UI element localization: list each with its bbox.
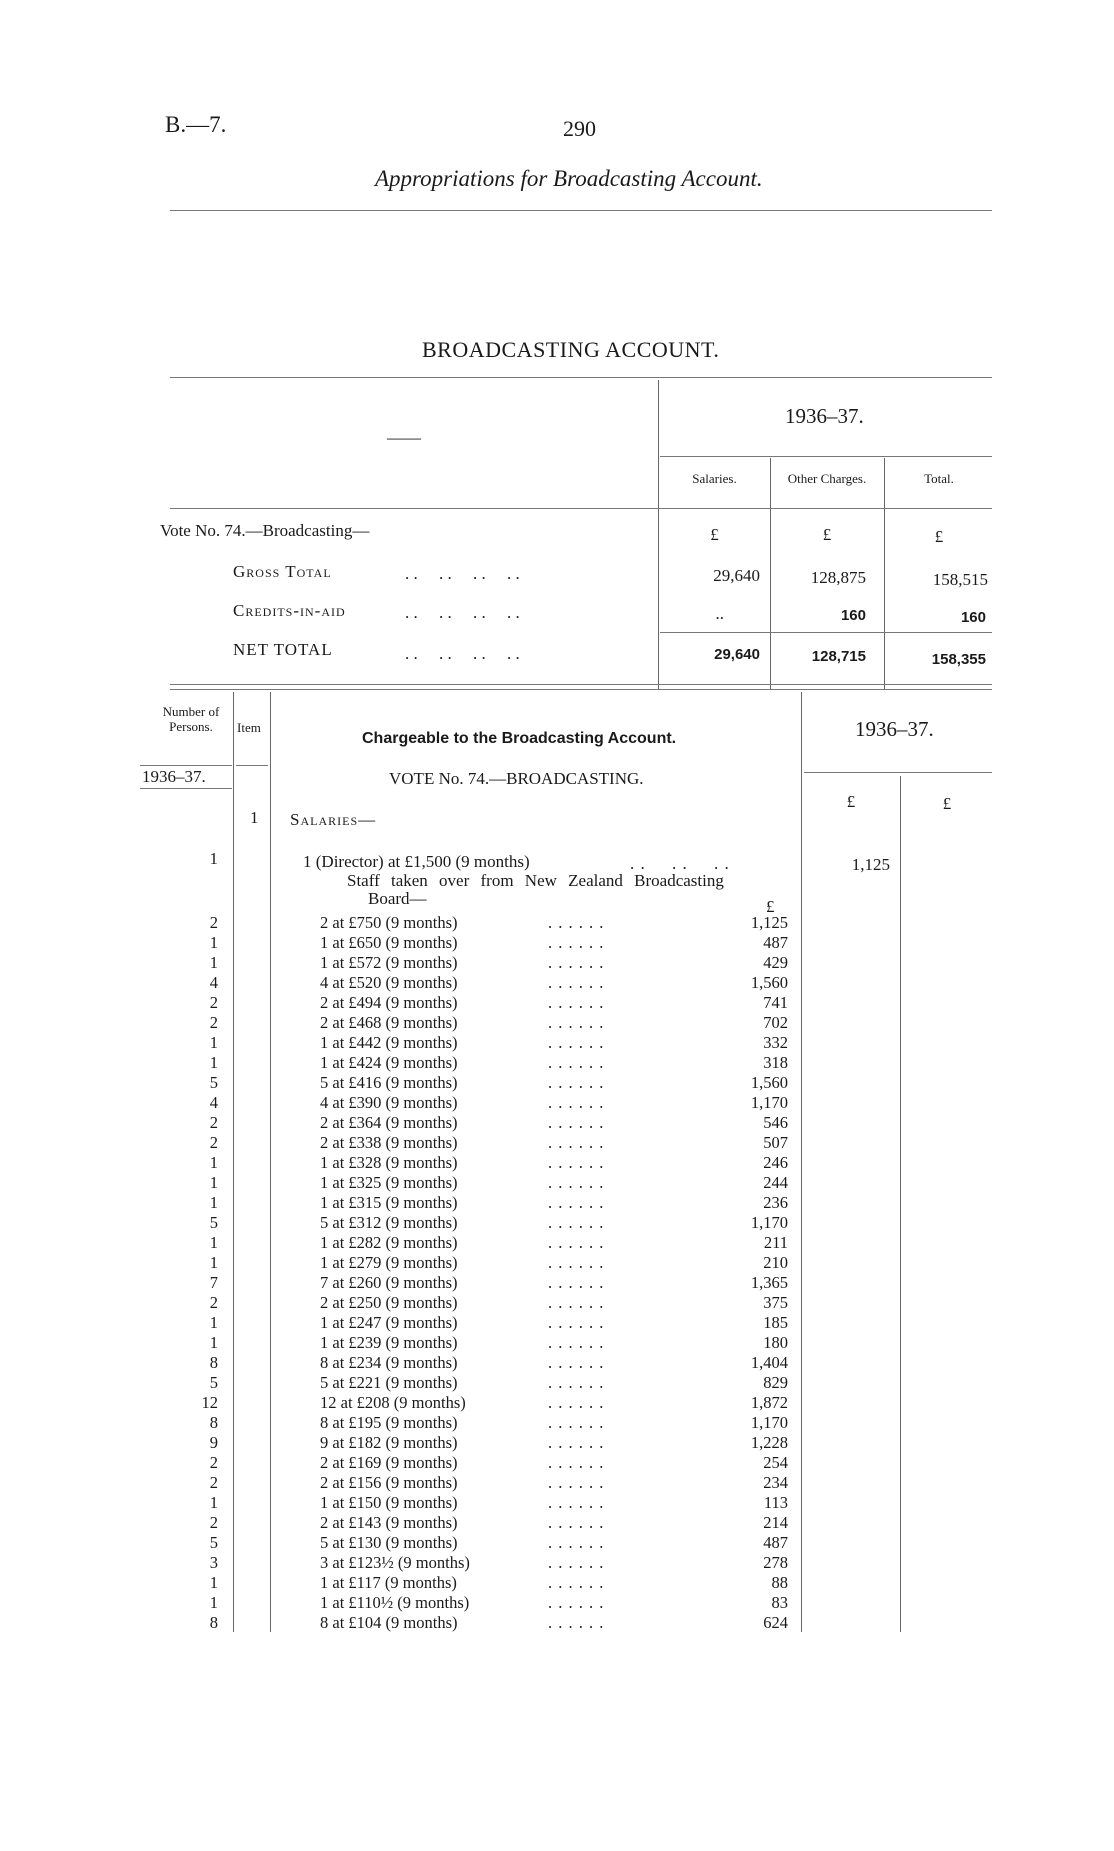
row-description: 7 at £260 (9 months)	[320, 1273, 458, 1292]
row-description: 1 at £572 (9 months)	[320, 953, 458, 972]
col-divider-2	[884, 458, 885, 690]
credits-total: 160	[960, 609, 986, 626]
row-leader: . . . . . .	[548, 1393, 605, 1412]
row-leader: . . . . . .	[548, 1093, 605, 1112]
row-leader: . . . . . .	[548, 1293, 605, 1312]
amount-currency-1: £	[846, 792, 856, 811]
row-persons: 2	[209, 1013, 218, 1032]
row-persons: 1	[209, 1233, 218, 1252]
summary-dash: ——	[387, 428, 421, 447]
row-amount: 318	[763, 1053, 788, 1072]
schedule-heading: Chargeable to the Broadcasting Account.	[362, 730, 677, 747]
row-persons: 2	[209, 1113, 218, 1132]
row-persons: 5	[209, 1533, 218, 1552]
row-amount: 1,170	[750, 1413, 788, 1432]
row-persons: 2	[209, 1513, 218, 1532]
row-persons: 1	[209, 933, 218, 952]
row-description: 5 at £312 (9 months)	[320, 1213, 458, 1232]
row-description: 1 at £650 (9 months)	[320, 933, 458, 952]
net-top-rule	[660, 632, 992, 633]
row-persons: 2	[209, 993, 218, 1012]
row-amount: 507	[763, 1133, 788, 1152]
salaries-label: Salaries—	[290, 810, 377, 829]
row-amount: 332	[763, 1033, 788, 1052]
row-description: 5 at £221 (9 months)	[320, 1373, 458, 1392]
net-salaries: 29,640	[714, 646, 760, 663]
row-leader: . . . . . .	[548, 1333, 605, 1352]
row-persons: 3	[209, 1553, 218, 1572]
row-leader: . . . . . .	[548, 1473, 605, 1492]
row-leader: . . . . . .	[548, 1213, 605, 1232]
credits-leader: . . . . . . . .	[405, 603, 520, 622]
row-leader: . . . . . .	[548, 1593, 605, 1612]
schedule-year: 1936–37.	[855, 717, 934, 741]
row-persons: 1	[209, 1053, 218, 1072]
row-leader: . . . . . .	[548, 953, 605, 972]
credits-salaries: ..	[715, 604, 724, 623]
row-amount: 244	[763, 1173, 788, 1192]
amount-header-rule	[804, 772, 992, 773]
col-total: Total.	[924, 471, 954, 486]
row-amount: 88	[771, 1573, 788, 1592]
row-amount: 246	[763, 1153, 788, 1172]
row-description: 2 at £468 (9 months)	[320, 1013, 458, 1032]
staff-currency: £	[766, 897, 775, 916]
row-amount: 185	[763, 1313, 788, 1332]
row-amount: 1,404	[750, 1353, 788, 1372]
row-amount: 624	[763, 1613, 788, 1632]
row-description: 2 at £250 (9 months)	[320, 1293, 458, 1312]
col-divider-1	[770, 458, 771, 690]
row-amount: 1,365	[750, 1273, 788, 1292]
row-description: 2 at £143 (9 months)	[320, 1513, 458, 1532]
page-number: 290	[563, 116, 596, 141]
row-leader: . . . . . .	[548, 1353, 605, 1372]
row-amount: 210	[763, 1253, 788, 1272]
gross-total: 158,515	[932, 570, 988, 589]
document-reference: B.—7.	[165, 112, 227, 137]
row-persons: 8	[209, 1413, 218, 1432]
row-persons: 5	[209, 1373, 218, 1392]
net-other: 128,715	[811, 648, 866, 665]
row-description: 12 at £208 (9 months)	[320, 1393, 466, 1412]
row-persons: 1	[209, 1493, 218, 1512]
row-persons: 12	[201, 1393, 218, 1412]
summary-header-rule	[170, 508, 992, 509]
row-persons: 2	[209, 913, 218, 932]
row-description: 2 at £156 (9 months)	[320, 1473, 458, 1492]
row-leader: . . . . . .	[548, 1533, 605, 1552]
row-leader: . . . . . .	[548, 913, 605, 932]
row-persons: 8	[209, 1353, 218, 1372]
net-total-label: NET TOTAL	[233, 640, 333, 659]
row-amount: 1,560	[750, 973, 788, 992]
year-underline	[660, 456, 992, 457]
row-description: 2 at £338 (9 months)	[320, 1133, 458, 1152]
row-description: 2 at £494 (9 months)	[320, 993, 458, 1012]
row-persons: 1	[209, 1253, 218, 1272]
running-title: Appropriations for Broadcasting Account.	[375, 166, 763, 191]
summary-divider	[658, 380, 659, 690]
row-description: 1 at £315 (9 months)	[320, 1193, 458, 1212]
row-description: 5 at £416 (9 months)	[320, 1073, 458, 1092]
row-leader: . . . . . .	[548, 1413, 605, 1432]
row-persons: 4	[209, 973, 218, 992]
net-total: 158,355	[931, 651, 986, 668]
row-persons: 5	[209, 1073, 218, 1092]
row-amount: 211	[763, 1233, 788, 1252]
row-description: 2 at £750 (9 months)	[320, 913, 458, 932]
row-amount: 546	[763, 1113, 788, 1132]
row-amount: 1,170	[750, 1213, 788, 1232]
summary-year: 1936–37.	[785, 404, 864, 428]
vote-label: Vote No. 74.—Broadcasting—	[160, 521, 370, 540]
row-leader: . . . . . .	[548, 1553, 605, 1572]
row-leader: . . . . . .	[548, 1013, 605, 1032]
row-amount: 113	[763, 1493, 788, 1512]
staff-line: Staff taken over from New Zealand Broadcasting	[347, 871, 724, 890]
row-leader: . . . . . .	[548, 1493, 605, 1512]
row-amount: 1,125	[750, 913, 788, 932]
row-leader: . . . . . .	[548, 1153, 605, 1172]
amount-currency-2: £	[942, 794, 952, 813]
row-leader: . . . . . .	[548, 1373, 605, 1392]
row-description: 1 at £117 (9 months)	[320, 1573, 457, 1592]
persons-header-rule	[140, 765, 232, 766]
row-amount: 487	[763, 933, 788, 952]
row-amount: 254	[763, 1453, 788, 1472]
item-header-rule	[236, 765, 268, 766]
row-description: 1 at £110½ (9 months)	[320, 1593, 470, 1612]
gross-total-label: Gross Total	[233, 562, 332, 581]
persons-divider	[233, 692, 234, 1632]
header-rule	[170, 210, 992, 211]
row-description: 1 at £247 (9 months)	[320, 1313, 458, 1332]
director-leader: . . . . . .	[630, 854, 730, 873]
currency-other: £	[822, 525, 832, 544]
row-amount: 234	[763, 1473, 788, 1492]
row-description: 3 at £123½ (9 months)	[320, 1553, 470, 1572]
row-leader: . . . . . .	[548, 1453, 605, 1472]
row-description: 1 at £328 (9 months)	[320, 1153, 458, 1172]
row-amount: 214	[763, 1513, 788, 1532]
row-persons: 1	[209, 1593, 218, 1612]
col-salaries: Salaries.	[692, 471, 737, 486]
row-leader: . . . . . .	[548, 1113, 605, 1132]
row-leader: . . . . . .	[548, 973, 605, 992]
net-leader: . . . . . . . .	[405, 644, 520, 663]
row-leader: . . . . . .	[548, 1613, 605, 1632]
row-leader: . . . . . .	[548, 1173, 605, 1192]
summary-bottom-rule-1	[170, 684, 992, 685]
row-amount: 1,228	[750, 1433, 788, 1452]
currency-total: £	[934, 527, 944, 546]
row-description: 8 at £104 (9 months)	[320, 1613, 458, 1632]
row-amount: 741	[763, 993, 788, 1012]
col-number-of-persons: Number of Persons.	[162, 704, 220, 734]
row-persons: 8	[209, 1613, 218, 1632]
row-persons: 2	[209, 1473, 218, 1492]
row-description: 1 at £442 (9 months)	[320, 1033, 458, 1052]
row-persons: 1	[209, 1033, 218, 1052]
row-persons: 2	[209, 1133, 218, 1152]
row-amount: 487	[763, 1533, 788, 1552]
row-leader: . . . . . .	[548, 933, 605, 952]
row-description: 1 at £150 (9 months)	[320, 1493, 458, 1512]
row-description: 9 at £182 (9 months)	[320, 1433, 458, 1452]
row-amount: 1,872	[750, 1393, 788, 1412]
row-description: 8 at £234 (9 months)	[320, 1353, 458, 1372]
row-amount: 180	[763, 1333, 788, 1352]
amount-divider	[801, 692, 802, 1632]
col-other-charges: Other Charges.	[787, 471, 867, 486]
row-leader: . . . . . .	[548, 1313, 605, 1332]
row-description: 1 at £282 (9 months)	[320, 1233, 458, 1252]
row-persons: 1	[209, 953, 218, 972]
vote-heading: VOTE No. 74.—BROADCASTING.	[389, 769, 644, 788]
row-leader: . . . . . .	[548, 1233, 605, 1252]
row-leader: . . . . . .	[548, 1273, 605, 1292]
row-leader: . . . . . .	[548, 1133, 605, 1152]
row-leader: . . . . . .	[548, 1573, 605, 1592]
row-amount: 829	[763, 1373, 788, 1392]
summary-top-rule	[170, 377, 992, 378]
row-persons: 1	[209, 1333, 218, 1352]
row-persons: 1	[209, 1153, 218, 1172]
row-description: 4 at £520 (9 months)	[320, 973, 458, 992]
row-persons: 9	[209, 1433, 218, 1452]
row-amount: 236	[763, 1193, 788, 1212]
row-description: 2 at £364 (9 months)	[320, 1113, 458, 1132]
col-item: Item	[237, 720, 261, 735]
item-number: 1	[250, 808, 259, 827]
row-leader: . . . . . .	[548, 1073, 605, 1092]
amount-subdivider	[900, 776, 901, 1632]
gross-salaries: 29,640	[713, 566, 760, 585]
director-persons: 1	[209, 849, 218, 868]
row-description: 1 at £325 (9 months)	[320, 1173, 458, 1192]
persons-year: 1936–37.	[142, 767, 206, 786]
row-leader: . . . . . .	[548, 1033, 605, 1052]
account-title: BROADCASTING ACCOUNT.	[422, 337, 720, 362]
row-persons: 4	[209, 1093, 218, 1112]
row-persons: 7	[209, 1273, 218, 1292]
director-amount: 1,125	[851, 855, 890, 874]
row-amount: 375	[763, 1293, 788, 1312]
row-persons: 2	[209, 1293, 218, 1312]
credits-other: 160	[840, 607, 866, 624]
row-amount: 1,170	[750, 1093, 788, 1112]
gross-leader: . . . . . . . .	[405, 564, 520, 583]
row-persons: 2	[209, 1453, 218, 1472]
persons-year-rule	[140, 788, 232, 789]
row-leader: . . . . . .	[548, 1053, 605, 1072]
row-persons: 1	[209, 1573, 218, 1592]
row-leader: . . . . . .	[548, 993, 605, 1012]
row-persons: 1	[209, 1313, 218, 1332]
row-amount: 83	[771, 1593, 788, 1612]
director-line: 1 (Director) at £1,500 (9 months)	[303, 852, 530, 871]
staff-board-line: Board—	[368, 889, 427, 908]
row-persons: 1	[209, 1173, 218, 1192]
row-persons: 1	[209, 1193, 218, 1212]
row-description: 1 at £239 (9 months)	[320, 1333, 458, 1352]
row-amount: 429	[763, 953, 788, 972]
row-description: 1 at £424 (9 months)	[320, 1053, 458, 1072]
summary-bottom-rule-2	[170, 689, 992, 690]
row-amount: 1,560	[750, 1073, 788, 1092]
row-description: 8 at £195 (9 months)	[320, 1413, 458, 1432]
row-description: 4 at £390 (9 months)	[320, 1093, 458, 1112]
item-divider	[270, 692, 271, 1632]
row-description: 1 at £279 (9 months)	[320, 1253, 458, 1272]
gross-other: 128,875	[810, 568, 866, 587]
row-leader: . . . . . .	[548, 1253, 605, 1272]
row-amount: 278	[763, 1553, 788, 1572]
row-amount: 702	[763, 1013, 788, 1032]
row-leader: . . . . . .	[548, 1193, 605, 1212]
row-description: 2 at £169 (9 months)	[320, 1453, 458, 1472]
row-leader: . . . . . .	[548, 1433, 605, 1452]
row-leader: . . . . . .	[548, 1513, 605, 1532]
row-persons: 5	[209, 1213, 218, 1232]
credits-label: Credits-in-aid	[233, 601, 346, 620]
currency-salaries: £	[710, 525, 719, 544]
row-description: 5 at £130 (9 months)	[320, 1533, 458, 1552]
